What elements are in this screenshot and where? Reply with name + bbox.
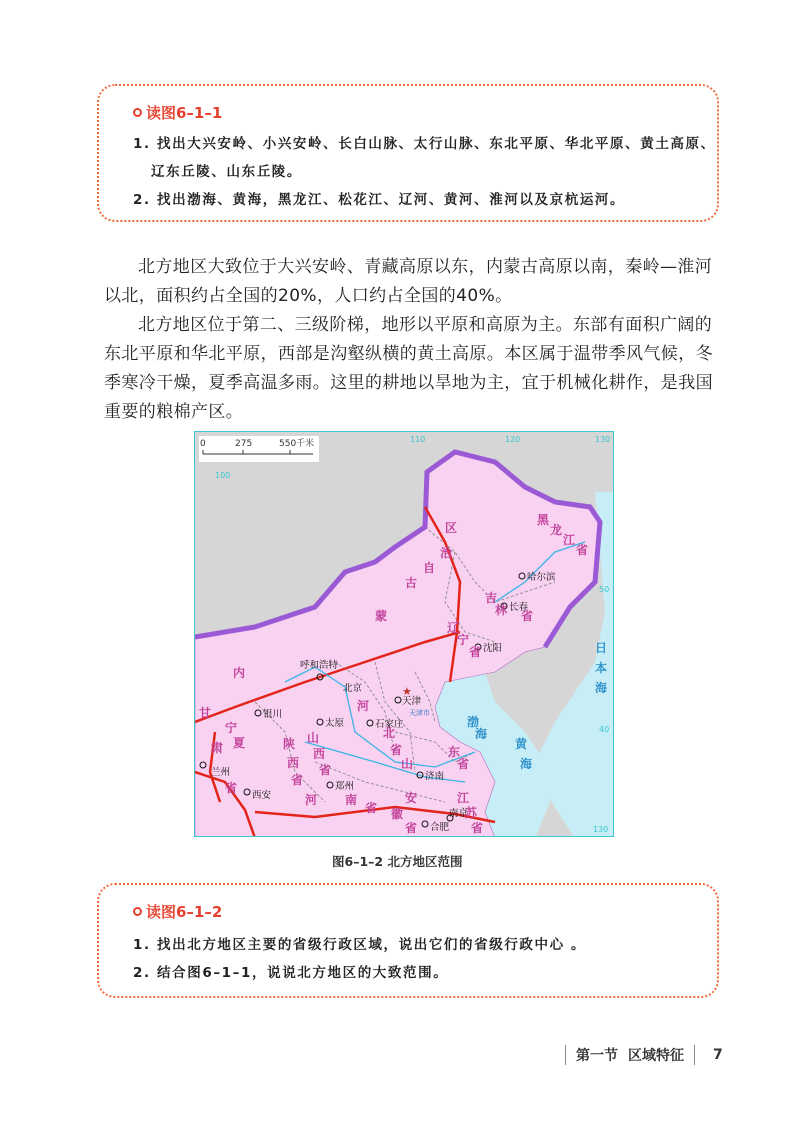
province-char: 省 [521,609,534,623]
city-beijing: 北京 [343,683,363,694]
sea-char: 海 [595,681,608,695]
city-jinan: 济南 [425,771,445,782]
city-yinchuan: 银川 [263,709,283,720]
province-char: 林 [495,603,508,617]
north-region-map [194,431,614,837]
province-char: 陕 [283,737,296,751]
province-char: 省 [405,821,418,835]
city-shijiazhuang: 石家庄 [375,719,404,730]
sea-char: 渤 [467,715,480,729]
reading-task-box-1 [97,84,719,222]
province-char: 甘 [199,706,212,720]
tianjin-municipality-label: 天津市 [409,709,430,717]
province-char: 自 [423,561,436,575]
footer-title: 区域特征 [628,1048,684,1064]
city-changchun: 长春 [509,602,529,613]
province-char: 省 [225,781,238,795]
province-char: 省 [390,743,403,757]
sea-char: 日 [595,641,608,655]
province-char: 省 [291,773,304,787]
province-char: 宁 [225,721,238,735]
province-char: 省 [469,645,482,659]
sea-char: 海 [520,757,533,771]
province-char: 宁 [457,633,470,647]
city-tianjin: 天津 [402,696,422,707]
footer-divider [694,1045,695,1065]
city-xian: 西安 [252,790,272,801]
province-char: 区 [445,521,458,535]
province-char: 蒙 [375,609,388,623]
province-char: 治 [440,546,453,560]
box1-item-2: 2. 找出渤海、黄海，黑龙江、松花江、辽河、黄河、淮河以及京杭运河。 [133,192,626,208]
province-char: 龙 [550,523,563,537]
province-char: 省 [457,757,470,771]
city-hefei: 合肥 [430,822,450,833]
sea-char: 海 [475,727,488,741]
province-char: 山 [401,757,414,771]
province-char: 东 [448,745,461,759]
sea-char: 黄 [515,737,528,751]
map-svg [195,432,614,837]
province-char: 江 [563,533,576,547]
circle-bullet-icon [133,108,142,117]
province-char: 吉 [485,591,498,605]
province-char: 河 [357,699,370,713]
lat-label-130: 130 [593,825,609,834]
province-char: 河 [305,793,318,807]
city-harbin: 哈尔滨 [527,572,556,583]
sea-char: 本 [595,661,608,675]
province-char: 苏 [465,806,478,820]
scale-label-275: 275 [235,439,253,449]
box1-title [133,102,222,123]
lat-label-40: 40 [599,725,610,734]
lon-label-100: 100 [215,471,231,480]
box2-title [133,901,222,922]
province-char: 省 [576,543,589,557]
province-char: 古 [405,576,418,590]
box1-item-1: 1. 找出大兴安岭、小兴安岭、长白山脉、太行山脉、东北平原、华北平原、黄土高原、 [133,136,716,152]
province-char: 肃 [211,741,224,755]
province-char: 西 [313,747,326,761]
city-hohhot: 呼和浩特 [300,660,339,671]
province-char: 西 [287,756,300,770]
city-lanzhou: 兰州 [211,767,231,778]
box2-title-text: 读图6–1–2 [146,903,223,921]
province-char: 北 [383,726,396,740]
province-char: 江 [457,791,470,805]
province-char: 南 [345,793,358,807]
province-char: 省 [365,801,378,815]
province-char: 安 [405,791,418,805]
lon-label-120: 120 [505,435,521,444]
paragraph-2: 北方地区位于第二、三级阶梯，地形以平原和高原为主。东部有面积广阔的东北平原和华北平原，西部是沟壑纵横的黄土高原。本区属于温带季风气候，冬季寒冷干燥，夏季高温多雨。这里的耕地以旱地为主，宜于机械化耕作，是我国重要的粮棉产区。 [104,315,713,422]
province-char: 夏 [233,736,246,750]
box2-item-2: 2. 结合图6–1–1，说说北方地区的大致范围。 [133,965,449,981]
lon-label-110: 110 [410,435,426,444]
province-char: 省 [471,821,484,835]
box1-item-1-cont: 辽东丘陵、山东丘陵。 [151,164,302,180]
scale-label-0: 0 [200,439,206,449]
page-number: 7 [713,1047,723,1063]
scale-label-550: 550千米 [279,439,315,449]
reading-task-box-2 [97,883,719,998]
circle-bullet-icon [133,907,142,916]
province-char: 黑 [537,513,550,527]
capital-star-icon: ★ [402,685,412,698]
paragraph-1: 北方地区大致位于大兴安岭、青藏高原以东，内蒙古高原以南，秦岭—淮河以北，面积约占全国的20%，人口约占全国的40%。 [104,257,713,306]
city-nanjing: 南京 [449,808,469,819]
box2-item-1: 1. 找出北方地区主要的省级行政区域，说出它们的省级行政中心 。 [133,937,587,953]
city-zhengzhou: 郑州 [335,781,355,792]
footer-divider [565,1045,566,1065]
province-char: 山 [307,731,320,745]
province-char: 省 [319,763,332,777]
province-char: 徽 [391,807,404,821]
scale-bar [199,436,319,462]
footer-section: 第一节 [576,1048,618,1064]
city-taiyuan: 太原 [325,718,345,729]
page-footer [555,1045,723,1065]
province-char: 内 [233,666,246,680]
box1-title-text: 读图6–1–1 [146,104,223,122]
province-char: 辽 [447,621,460,635]
city-shenyang: 沈阳 [483,643,503,654]
lat-label-50: 50 [599,585,610,594]
map-caption: 图6–1–2 北方地区范围 [332,854,463,869]
lon-label-130: 130 [595,435,611,444]
